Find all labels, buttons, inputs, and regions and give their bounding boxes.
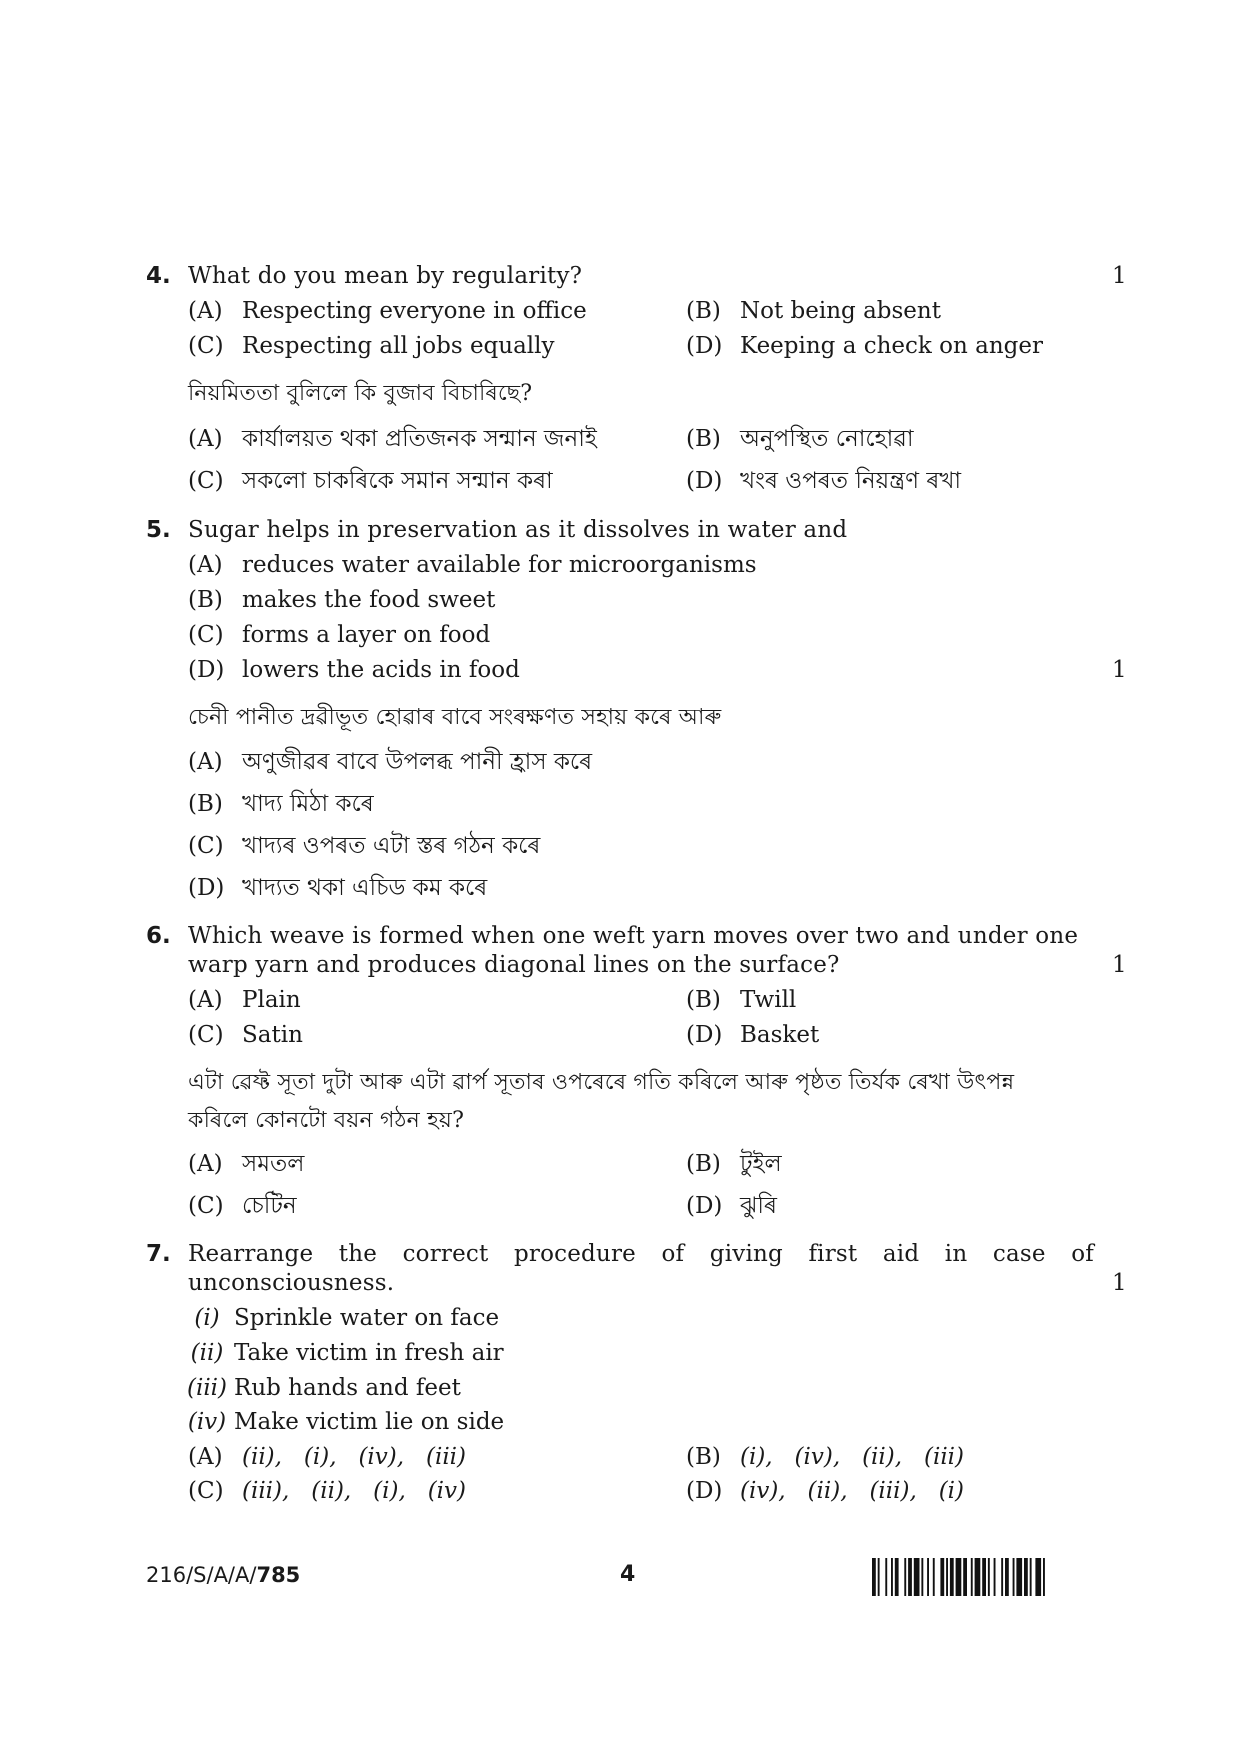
option-b: (B) Twill (686, 987, 797, 1013)
option-d: (D) (iv), (ii), (iii), (i) (686, 1478, 965, 1504)
barcode-icon (872, 1558, 1128, 1596)
option-c: (C) (iii), (ii), (i), (iv) (188, 1478, 467, 1504)
question-text: Sugar helps in preservation as it dissolves in water and (188, 517, 848, 543)
question-text-assamese: নিয়মিততা বুলিলে কি বুজাব বিচাৰিছে? (188, 381, 533, 406)
page-number: 4 (620, 1562, 636, 1587)
option-b-assamese: (B) অনুপস্থিত নোহোৱা (686, 426, 914, 452)
option-a-assamese: (A) কাৰ্যালয়ত থকা প্ৰতিজনক সন্মান জনাই (188, 426, 597, 452)
step-item: (iii) Rub hands and feet (186, 1375, 461, 1401)
option-d: (D) Basket (686, 1022, 820, 1048)
question-text-line-2: warp yarn and produces diagonal lines on the surface? (188, 952, 840, 978)
option-c-assamese: (C) খাদ্যৰ ওপৰত এটা স্তৰ গঠন কৰে (188, 833, 541, 859)
option-b-assamese: (B) খাদ্য মিঠা কৰে (188, 791, 374, 817)
question-text-assamese-line-1: এটা ৱেফ্ট সূতা দুটা আৰু এটা ৱাৰ্প সূতাৰ ওপৰেৰে গতি কৰিলে আৰু পৃষ্ঠত তিৰ্যক ৰেখা উৎপন্ন (188, 1070, 1015, 1095)
step-item: (i) Sprinkle water on face (194, 1305, 500, 1331)
option-b-assamese: (B) টুইল (686, 1151, 782, 1177)
marks: 1 (1112, 952, 1127, 978)
option-a-assamese: (A) অণুজীৱৰ বাবে উপলব্ধ পানী হ্ৰাস কৰে (188, 749, 593, 775)
question-text-assamese-line-2: কৰিলে কোনটো বয়ন গঠন হয়? (188, 1108, 465, 1133)
option-a: (A) (ii), (i), (iv), (iii) (188, 1444, 467, 1470)
option-d-assamese: (D) খংৰ ওপৰত নিয়ন্ত্ৰণ ৰখা (686, 468, 962, 494)
option-c: (C) Respecting all jobs equally (188, 333, 555, 359)
question-text-assamese: চেনী পানীত দ্ৰৱীভূত হোৱাৰ বাবে সংৰক্ষণত সহায় কৰে আৰু (188, 705, 722, 730)
question-number: 4. (146, 263, 171, 289)
option-b: (B) Not being absent (686, 298, 941, 324)
option-c: (C) forms a layer on food (188, 622, 491, 648)
option-a: (A) Plain (188, 987, 301, 1013)
option-d: (D) Keeping a check on anger (686, 333, 1043, 359)
question-text-line-1: Rearrange the correct procedure of giving first aid in case of (188, 1241, 1094, 1267)
marks: 1 (1112, 263, 1127, 289)
option-c-assamese: (C) সকলো চাকৰিকে সমান সন্মান কৰা (188, 468, 553, 494)
option-b: (B) makes the food sweet (188, 587, 496, 613)
option-a: (A) Respecting everyone in office (188, 298, 587, 324)
option-b: (B) (i), (iv), (ii), (iii) (686, 1444, 965, 1470)
option-d-assamese: (D) খাদ্যত থকা এচিড কম কৰে (188, 875, 488, 901)
option-c-assamese: (C) চেটিন (188, 1193, 297, 1219)
question-number: 5. (146, 517, 171, 543)
option-c: (C) Satin (188, 1022, 303, 1048)
marks: 1 (1112, 657, 1127, 683)
question-text-line-2: unconsciousness. (188, 1270, 395, 1296)
question-number: 7. (146, 1241, 171, 1267)
question-text: What do you mean by regularity? (188, 263, 583, 289)
option-a-assamese: (A) সমতল (188, 1151, 305, 1177)
marks: 1 (1112, 1270, 1127, 1296)
question-text-line-1: Which weave is formed when one weft yarn moves over two and under one (188, 923, 1079, 949)
option-d-assamese: (D) ঝুৰি (686, 1193, 777, 1219)
paper-code: 216/S/A/A/785 (146, 1563, 301, 1587)
question-number: 6. (146, 923, 171, 949)
step-item: (ii) Take victim in fresh air (190, 1340, 504, 1366)
option-a: (A) reduces water available for microorganisms (188, 552, 757, 578)
option-d: (D) lowers the acids in food (188, 657, 520, 683)
step-item: (iv) Make victim lie on side (187, 1409, 505, 1435)
